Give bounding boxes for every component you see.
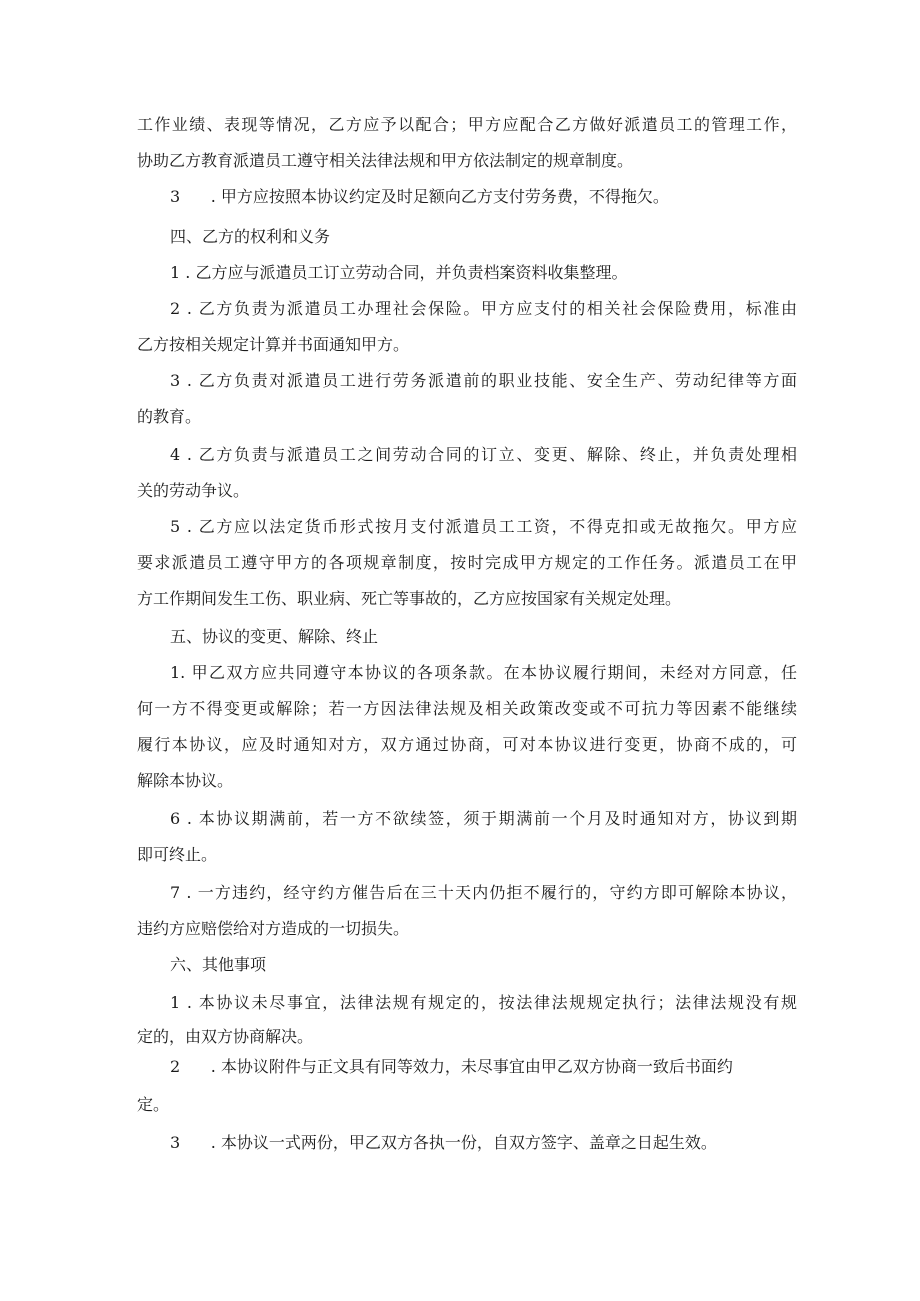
body-text-line: 定的，由双方协商解决。: [137, 1027, 314, 1046]
list-item-text: . 本协议附件与正文具有同等效力，未尽事宜由甲乙双方协商一致后书面约: [210, 1057, 733, 1076]
list-item-line: [170, 1132, 830, 1154]
list-item-text: . 本协议一式两份，甲乙双方各执一份，自双方签字、盖章之日起生效。: [210, 1133, 717, 1152]
list-item-line: 1. 甲乙双方应共同遵守本协议的各项条款。在本协议履行期间，未经对方同意，任: [170, 663, 797, 682]
list-item-line: 5 . 乙方应以法定货币形式按月支付派遣员工工资，不得克扣或无故拖欠。甲方应: [170, 517, 797, 536]
body-text-line: 何一方不得变更或解除；若一方因法律法规及相关政策改变或不可抗力等因素不能继续: [137, 699, 797, 718]
list-item-line: 4 . 乙方负责与派遣员工之间劳动合同的订立、变更、解除、终止，并负责处理相: [170, 445, 797, 464]
list-item-text: . 甲方应按照本协议约定及时足额向乙方支付劳务费，不得拖欠。: [210, 187, 669, 206]
body-text-line: 解除本协议。: [137, 771, 234, 790]
section-heading: 四、乙方的权利和义务: [170, 227, 331, 246]
body-text-line: 关的劳动争议。: [137, 481, 250, 500]
body-text-line: 的教育。: [137, 407, 202, 426]
list-item-number: 2: [170, 1057, 181, 1076]
list-item-line: 1 . 乙方应与派遣员工订立劳动合同，并负责档案资料收集整理。: [170, 263, 628, 282]
list-item-line: 7 . 一方违约，经守约方催告后在三十天内仍拒不履行的，守约方即可解除本协议，: [170, 883, 797, 902]
body-text-line: 即可终止。: [137, 845, 218, 864]
body-text-line: 要求派遣员工遵守甲方的各项规章制度，按时完成甲方规定的工作任务。派遣员工在甲: [137, 553, 797, 572]
list-item-number: 3: [170, 1133, 181, 1152]
list-item-line: 3 . 乙方负责对派遣员工进行劳务派遣前的职业技能、安全生产、劳动纪律等方面: [170, 371, 797, 390]
list-item-number: 3: [170, 187, 181, 206]
body-text-line: 方工作期间发生工伤、职业病、死亡等事故的，乙方应按国家有关规定处理。: [137, 589, 682, 608]
body-text-line: 乙方按相关规定计算并书面通知甲方。: [137, 335, 410, 354]
list-item-line: 6 . 本协议期满前，若一方不欲续签，须于期满前一个月及时通知对方，协议到期: [170, 809, 797, 828]
body-text-line: 协助乙方教育派遣员工遵守相关法律法规和甲方依法制定的规章制度。: [137, 151, 634, 170]
body-text-line: 定。: [137, 1095, 170, 1114]
section-heading: 六、其他事项: [170, 955, 267, 974]
list-item-line: [170, 186, 830, 208]
body-text-line: 违约方应赔偿给对方造成的一切损失。: [137, 919, 410, 938]
body-text-line: 履行本协议，应及时通知对方，双方通过协商，可对本协议进行变更，协商不成的，可: [137, 735, 797, 754]
body-text-line: 工作业绩、表现等情况，乙方应予以配合；甲方应配合乙方做好派遣员工的管理工作，: [137, 115, 797, 134]
list-item-line: [170, 1056, 830, 1078]
section-heading: 五、协议的变更、解除、终止: [170, 627, 379, 646]
list-item-line: 2 . 乙方负责为派遣员工办理社会保险。甲方应支付的相关社会保险费用，标准由: [170, 299, 797, 318]
list-item-line: 1 . 本协议未尽事宜，法律法规有规定的，按法律法规规定执行；法律法规没有规: [170, 993, 797, 1012]
